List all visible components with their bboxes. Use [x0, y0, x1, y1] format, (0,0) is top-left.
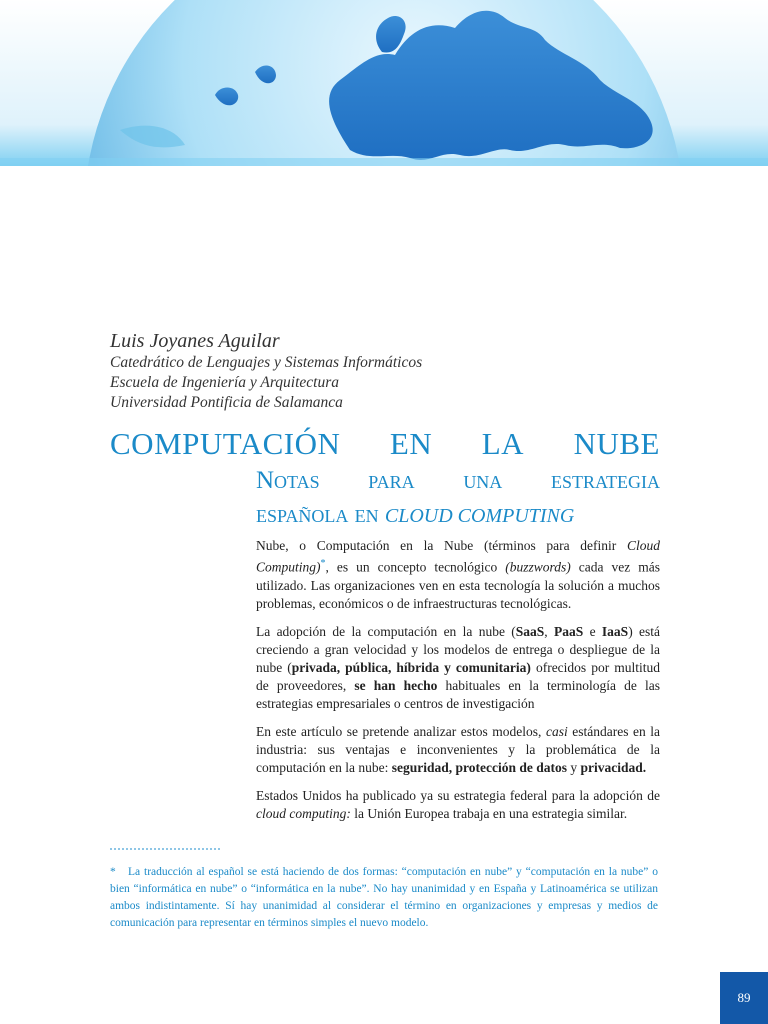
text-run: habituales en la terminología de las estrategias empresariales o centros de investigación [256, 677, 660, 711]
footnote-ref-mark[interactable]: * [320, 558, 326, 569]
text-run: En este artículo se pretende analizar estos modelos, [256, 723, 546, 739]
paragraph-3 [256, 723, 660, 777]
text-run: y [566, 759, 581, 775]
subtitle-cloud-computing: CLOUD COMPUTING [384, 505, 575, 527]
author-affiliation-1: Catedrático de Lenguajes y Sistemas Informáticos [110, 354, 423, 371]
paragraph-2 [256, 623, 660, 713]
page-number: 89 [737, 990, 751, 1005]
text-run: La adopción de la computación en la nube ( [256, 623, 516, 639]
text-run: Nube, o Computación en la Nube (términos para definir [256, 538, 627, 553]
text-run: ) está creciendo a gran velocidad y los modelos de entrega o despliegue de la nube ( [256, 623, 660, 675]
article-subtitle [256, 463, 660, 532]
text-run: cada vez más utilizado. Las organizaciones ven en esta tecnología la solución a muchos problemas, económicos o de infraestructuras tecnológicas. [256, 559, 660, 611]
footnote [110, 864, 658, 932]
text-run: , [544, 623, 554, 639]
subtitle-line-1 [256, 463, 660, 499]
text-run-italic: (buzzwords) [505, 559, 571, 575]
author-block [110, 329, 670, 413]
text-run: estándares en la industria: sus ventajas e inconvenientes y la problemática de la computación en la nube: [256, 723, 660, 775]
subtitle-word: Notas [256, 467, 320, 494]
text-run: Estados Unidos ha publicado ya su estrategia federal para la adopción de [256, 787, 660, 803]
text-run-italic: Cloud Computing) [256, 538, 660, 575]
subtitle-line-2 [256, 499, 660, 532]
author-affiliation-2: Escuela de Ingeniería y Arquitectura [110, 374, 339, 391]
text-run-bold: se han hecho [354, 677, 438, 693]
author-name: Luis Joyanes Aguilar [110, 330, 280, 352]
subtitle-prefix: española en [256, 501, 385, 528]
author-affiliation-3: Universidad Pontificia de Salamanca [110, 394, 343, 411]
footnote-divider [110, 848, 220, 850]
text-run: ofrecidos por multitud de proveedores [256, 659, 660, 693]
text-run-bold: privada, pública, híbrida y comunitaria) [291, 659, 531, 675]
text-run-italic: cloud computing: [256, 805, 351, 821]
title-word: COMPUTACIÓN [110, 426, 341, 461]
text-run: la Unión Europea trabaja en una estrategia similar. [350, 805, 628, 821]
title-main [110, 425, 660, 463]
text-run: , [342, 677, 355, 693]
title-word: EN [389, 426, 433, 461]
article-abstract [256, 537, 660, 833]
title-word: NUBE [573, 426, 660, 461]
paragraph-4 [256, 787, 660, 823]
text-run: e [583, 623, 602, 639]
paragraph-1 [256, 537, 660, 613]
text-run-bold: IaaS [601, 623, 629, 639]
title-word: LA [481, 426, 525, 461]
footnote-mark: * [110, 866, 116, 878]
subtitle-word: para [368, 467, 415, 494]
footnote-text: La traducción al español se está haciendo de dos formas: “computación en nube” y “computación en la nube” o bien “informática en nube” o “informática en la nube”. No hay unanimidad y en España y Latinoamérica se utilizan ambos indistintamente. Sí hay unanimidad al considerar el término en organizaciones y empresas y medios de comunicación para representar en términos simples el nuevo modelo. [110, 866, 658, 929]
text-run-bold: PaaS [554, 623, 584, 639]
text-run-bold: seguridad, protección de datos [391, 759, 567, 775]
text-run-bold: privacidad. [580, 759, 647, 775]
subtitle-word: estrategia [550, 467, 660, 494]
text-run: , es un concepto tecnológico [325, 559, 506, 575]
page-number-box [720, 972, 768, 1024]
article-title [110, 425, 660, 528]
subtitle-word: una [463, 467, 503, 494]
text-run-italic: casi [545, 723, 568, 739]
text-run-bold: SaaS [515, 623, 545, 639]
globe-banner-image [0, 0, 768, 166]
